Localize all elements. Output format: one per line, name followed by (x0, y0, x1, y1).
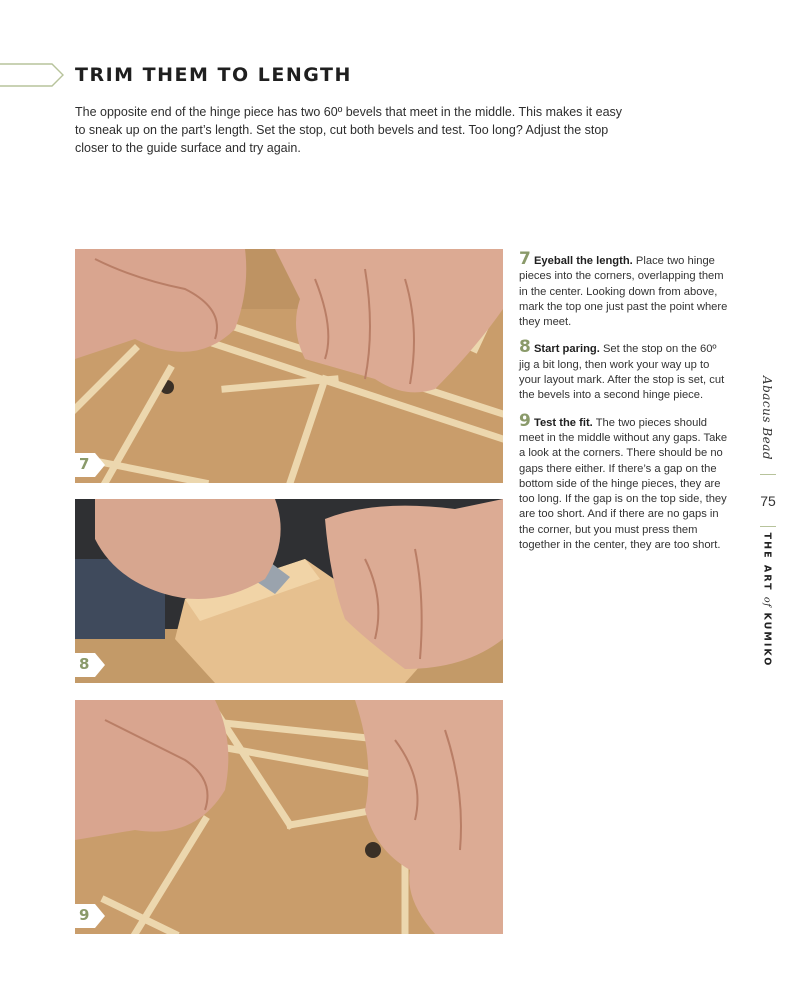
photo-7-illustration (75, 249, 503, 483)
photo-7-number-badge (75, 453, 105, 477)
book-title (762, 533, 773, 668)
sidebar-divider-bottom (760, 526, 776, 527)
book-title-suffix: KUMIKO (761, 607, 773, 668)
step-captions (519, 249, 729, 563)
step-9-text: The two pieces should meet in the middle without any gaps. Take a look at the corners. There should be no gaps there either. If there’s a gap on the bottom side of the hinge pieces, they are too long. If the gap is on the top side, they are too short. And if there are no gaps in the corner, but you must press them together in the center, they are too short. (519, 416, 728, 552)
step-9-number: 9 (519, 410, 531, 431)
chapter-title: Abacus Bead (760, 375, 774, 461)
photo-8-illustration (75, 499, 503, 683)
photo-step-7 (75, 249, 503, 483)
photo-step-9 (75, 700, 503, 934)
book-title-prefix: THE ART (761, 532, 773, 597)
step-8-lead: Start paring. (533, 343, 600, 356)
photo-9-number-badge (75, 904, 105, 928)
photo-8-number: 8 (79, 655, 90, 673)
step-8-number: 8 (519, 337, 531, 358)
step-7-lead: Eyeball the length. (533, 255, 633, 267)
heading-arrow-icon (0, 62, 66, 88)
photo-9-number: 9 (79, 906, 90, 924)
step-7-number: 7 (519, 249, 531, 269)
book-title-of: of (761, 596, 773, 608)
intro-paragraph: The opposite end of the hinge piece has two 60º bevels that meet in the middle. This makes it easy to sneak up on the part’s length. Set the stop, cut both bevels and test. Too long? Adjust the stop closer to the guide surface and try again. (75, 105, 623, 155)
step-9-caption (519, 410, 729, 554)
step-9-lead: Test the fit. (533, 416, 593, 429)
sidebar-divider-top (760, 474, 776, 475)
step-7-caption (519, 249, 729, 330)
photo-7-number: 7 (79, 455, 90, 473)
step-7-text: Place two hinge pieces into the corners, overlapping them in the center. Looking down from above, mark the top one just past the point where they meet. (519, 255, 728, 329)
step-8-caption (519, 337, 729, 403)
section-heading: TRIM THEM TO LENGTH (75, 64, 352, 86)
photo-8-number-badge (75, 653, 105, 677)
step-8-text: Set the stop on the 60º jig a bit long, then work your way up to your layout mark. After the stop is set, cut the bevels into a second hinge piece. (519, 343, 725, 402)
photo-9-illustration (75, 700, 503, 934)
page-number: 75 (760, 493, 776, 509)
photo-step-8 (75, 499, 503, 683)
